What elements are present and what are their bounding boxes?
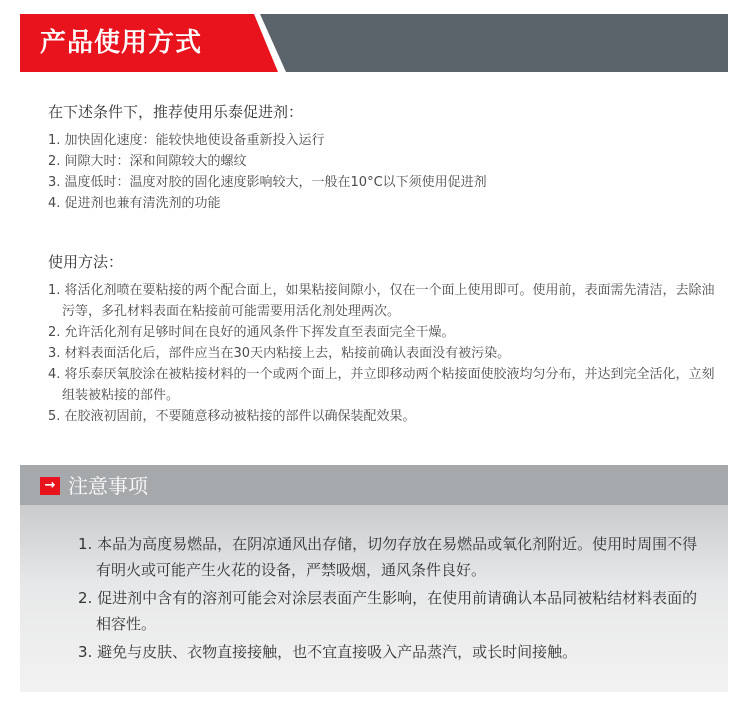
notice-list bbox=[78, 531, 708, 667]
usage-list bbox=[48, 280, 720, 427]
list-item: 1. 本品为高度易燃品，在阴凉通风出存储，切勿存放在易燃品或氧化剂附近。使用时周围不得有明火或可能产生火花的设备，严禁吸烟，通风条件良好。 bbox=[78, 535, 698, 579]
list-item: 1. 将活化剂喷在要粘接的两个配合面上，如果粘接间隙小，仅在一个面上使用即可。使用前，表面需先清洁，去除油污等，多孔材料表面在粘接前可能需要用活化剂处理两次。 bbox=[48, 283, 715, 319]
conditions-list bbox=[48, 130, 720, 214]
arrow-right-icon: → bbox=[40, 477, 60, 495]
list-item: 3. 材料表面活化后，部件应当在30天内粘接上去，粘接前确认表面没有被污染。 bbox=[48, 346, 511, 361]
list-item: 1. 加快固化速度：能较快地使设备重新投入运行 bbox=[48, 133, 325, 148]
list-item: 2. 间隙大时：深和间隙较大的螺纹 bbox=[48, 154, 247, 169]
conditions-heading: 在下述条件下，推荐使用乐泰促进剂： bbox=[48, 103, 304, 121]
usage-section bbox=[48, 252, 720, 427]
list-item: 2. 允许活化剂有足够时间在良好的通风条件下挥发直至表面完全干燥。 bbox=[48, 325, 455, 340]
list-item: 3. 避免与皮肤、衣物直接接触，也不宜直接吸入产品蒸汽，或长时间接触。 bbox=[78, 643, 578, 661]
notice-panel bbox=[20, 465, 728, 692]
section-header-banner bbox=[20, 14, 728, 72]
conditions-section bbox=[48, 102, 720, 214]
list-item: 4. 促进剂也兼有清洗剂的功能 bbox=[48, 196, 221, 211]
list-item: 2. 促进剂中含有的溶剂可能会对涂层表面产生影响，在使用前请确认本品同被粘结材料表面的相容性。 bbox=[78, 589, 698, 633]
notice-header-bar bbox=[20, 465, 728, 505]
notice-title: 注意事项 bbox=[68, 474, 148, 498]
list-item: 4. 将乐泰厌氧胶涂在被粘接材料的一个或两个面上，并立即移动两个粘接面使胶液均匀分布，并达到完全活化，立刻组装被粘接的部件。 bbox=[48, 367, 715, 403]
list-item: 5. 在胶液初固前，不要随意移动被粘接的部件以确保装配效果。 bbox=[48, 409, 416, 424]
usage-heading: 使用方法： bbox=[48, 253, 124, 271]
page-title: 产品使用方式 bbox=[40, 28, 203, 58]
list-item: 3. 温度低时：温度对胶的固化速度影响较大，一般在10°C以下须使用促进剂 bbox=[48, 175, 487, 190]
